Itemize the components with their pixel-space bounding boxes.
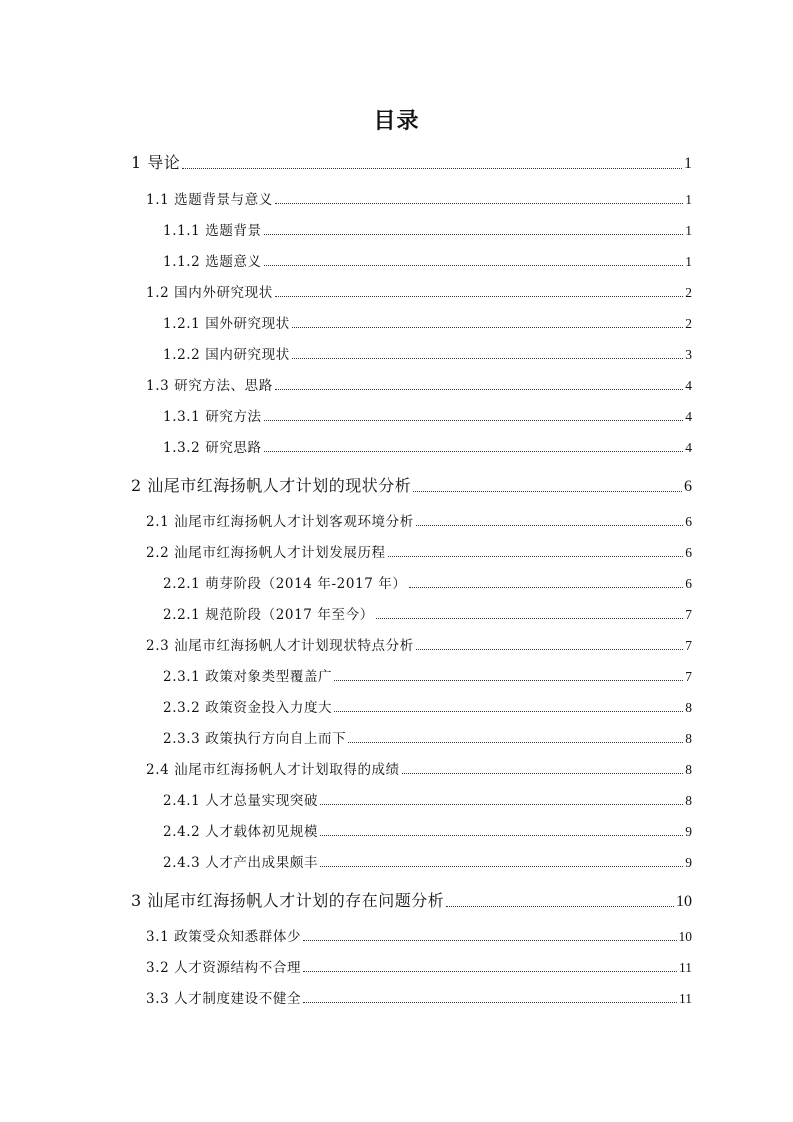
toc-entry-label: 2.3 汕尾市红海扬帆人才计划现状特点分析	[146, 638, 414, 654]
toc-entry-label: 1.3.2 研究思路	[163, 440, 262, 456]
toc-entry-level-1[interactable]	[131, 888, 692, 911]
toc-entry-level-3[interactable]	[163, 789, 692, 809]
toc-entry-label: 3.3 人才制度建设不健全	[146, 991, 302, 1007]
dot-leader	[264, 419, 684, 421]
toc-entry-page-number: 6	[685, 545, 692, 560]
toc-entry-level-1[interactable]	[131, 150, 692, 173]
toc-entry-page-number: 4	[685, 378, 692, 393]
toc-entry-level-3[interactable]	[163, 665, 692, 685]
toc-entry-label: 1.1 选题背景与意义	[146, 192, 273, 208]
toc-entry-label: 1 导论	[131, 153, 181, 172]
toc-entry-page-number: 6	[685, 576, 692, 591]
toc-entry-page-number: 8	[685, 700, 692, 715]
toc-entry-label: 2.4 汕尾市红海扬帆人才计划取得的成绩	[146, 762, 400, 778]
toc-entry-level-3[interactable]	[163, 603, 692, 623]
toc-entry-page-number: 4	[685, 409, 692, 424]
toc-entry-page-number: 1	[684, 155, 692, 172]
toc-entry-level-3[interactable]	[163, 851, 692, 871]
toc-entry-page-number: 9	[685, 855, 692, 870]
toc-entry-page-number: 7	[685, 607, 692, 622]
dot-leader	[292, 326, 683, 328]
toc-entry-level-1[interactable]	[131, 473, 692, 496]
dot-leader	[416, 648, 683, 650]
toc-entry-label: 2.2.1 规范阶段（2017 年至今）	[163, 607, 374, 623]
dot-leader	[275, 202, 683, 204]
toc-entry-label: 1.2 国内外研究现状	[146, 285, 273, 301]
toc-entry-page-number: 11	[679, 960, 692, 975]
toc-entry-level-3[interactable]	[163, 572, 692, 592]
toc-entry-level-3[interactable]	[163, 250, 692, 270]
toc-entry-level-2[interactable]	[146, 987, 692, 1007]
dot-leader	[264, 450, 684, 452]
toc-entry-page-number: 3	[685, 347, 692, 362]
toc-entry-label: 2.3.1 政策对象类型覆盖广	[163, 669, 333, 685]
dot-leader	[348, 741, 683, 743]
toc-entry-page-number: 2	[685, 285, 692, 300]
toc-entry-page-number: 10	[678, 929, 692, 944]
toc-entry-level-2[interactable]	[146, 188, 692, 208]
dot-leader	[376, 617, 683, 619]
toc-entry-level-3[interactable]	[163, 312, 692, 332]
dot-leader	[334, 679, 683, 681]
toc-entry-level-2[interactable]	[146, 758, 692, 778]
dot-leader	[320, 803, 683, 805]
toc-entry-level-3[interactable]	[163, 343, 692, 363]
page-title: 目录	[373, 109, 420, 134]
toc-entry-label: 2.1 汕尾市红海扬帆人才计划客观环境分析	[146, 514, 414, 530]
toc-entry-label: 2.2.1 萌芽阶段（2014 年-2017 年）	[163, 576, 407, 592]
dot-leader	[320, 834, 683, 836]
toc-entry-level-2[interactable]	[146, 541, 692, 561]
dot-leader	[275, 295, 683, 297]
toc-entry-label: 2.4.3 人才产出成果颇丰	[163, 855, 319, 871]
dot-leader	[303, 970, 677, 972]
dot-leader	[264, 233, 684, 235]
toc-entry-page-number: 8	[685, 762, 692, 777]
toc-entry-page-number: 10	[676, 893, 692, 910]
toc-entry-page-number: 1	[685, 192, 692, 207]
toc-entry-page-number: 7	[685, 638, 692, 653]
dot-leader	[182, 167, 682, 169]
toc-entry-level-3[interactable]	[163, 696, 692, 716]
dot-leader	[409, 586, 684, 588]
toc-entry-level-3[interactable]	[163, 820, 692, 840]
dot-leader	[413, 490, 682, 492]
toc-entry-label: 2.2 汕尾市红海扬帆人才计划发展历程	[146, 545, 386, 561]
dot-leader	[402, 772, 683, 774]
toc-entry-label: 2 汕尾市红海扬帆人才计划的现状分析	[131, 476, 412, 495]
dot-leader	[320, 865, 683, 867]
toc-entry-label: 1.3 研究方法、思路	[146, 378, 273, 394]
toc-entry-label: 2.4.2 人才载体初见规模	[163, 824, 319, 840]
dot-leader	[416, 524, 683, 526]
dot-leader	[388, 555, 684, 557]
toc-entry-label: 3.1 政策受众知悉群体少	[146, 929, 302, 945]
dot-leader	[264, 264, 684, 266]
toc-entry-label: 3.2 人才资源结构不合理	[146, 960, 302, 976]
toc-entry-label: 1.2.2 国内研究现状	[163, 347, 290, 363]
toc-entry-page-number: 1	[685, 254, 692, 269]
toc-entry-level-3[interactable]	[163, 436, 692, 456]
toc-entry-level-2[interactable]	[146, 374, 692, 394]
toc-entry-label: 2.3.2 政策资金投入力度大	[163, 700, 333, 716]
toc-entry-level-2[interactable]	[146, 510, 692, 530]
toc-entry-label: 1.3.1 研究方法	[163, 409, 262, 425]
toc-entry-level-3[interactable]	[163, 727, 692, 747]
toc-entry-label: 1.1.2 选题意义	[163, 254, 262, 270]
toc-entry-page-number: 8	[685, 731, 692, 746]
toc-entry-level-2[interactable]	[146, 925, 692, 945]
dot-leader	[292, 357, 683, 359]
toc-entry-label: 1.2.1 国外研究现状	[163, 316, 290, 332]
dot-leader	[275, 388, 683, 390]
toc-entry-level-2[interactable]	[146, 281, 692, 301]
toc-entry-label: 2.4.1 人才总量实现突破	[163, 793, 319, 809]
toc-entry-page-number: 11	[679, 991, 692, 1006]
toc-entry-level-2[interactable]	[146, 956, 692, 976]
dot-leader	[334, 710, 683, 712]
toc-entry-label: 1.1.1 选题背景	[163, 223, 262, 239]
dot-leader	[303, 1001, 677, 1003]
dot-leader	[303, 939, 676, 941]
toc-entry-level-3[interactable]	[163, 405, 692, 425]
toc-entry-page-number: 6	[684, 478, 692, 495]
toc-entry-page-number: 9	[685, 824, 692, 839]
toc-entry-level-2[interactable]	[146, 634, 692, 654]
toc-entry-label: 3 汕尾市红海扬帆人才计划的存在问题分析	[131, 891, 445, 910]
toc-entry-page-number: 6	[685, 514, 692, 529]
toc-entry-label: 2.3.3 政策执行方向自上而下	[163, 731, 347, 747]
toc-entry-page-number: 2	[685, 316, 692, 331]
toc-entry-level-3[interactable]	[163, 219, 692, 239]
toc-entry-page-number: 1	[685, 223, 692, 238]
toc-entry-page-number: 8	[685, 793, 692, 808]
toc-entry-page-number: 4	[685, 440, 692, 455]
toc-entry-page-number: 7	[685, 669, 692, 684]
dot-leader	[446, 905, 674, 907]
